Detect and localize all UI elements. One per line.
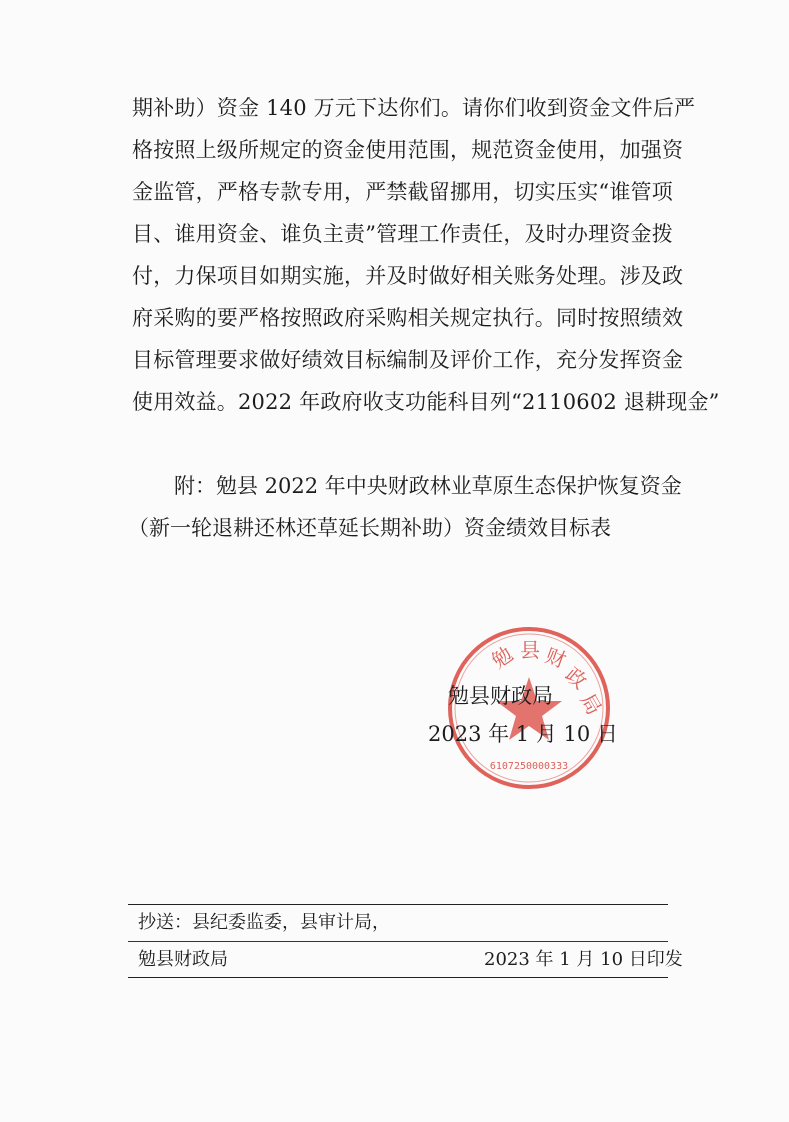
body-line: 格按照上级所规定的资金使用范围，规范资金使用，加强资	[132, 138, 684, 162]
svg-text:县: 县	[520, 638, 540, 662]
body-line: 金监管，严格专款专用，严禁截留挪用，切实压实“谁管项	[132, 180, 673, 204]
official-seal-stamp	[446, 625, 612, 791]
svg-text:勉: 勉	[487, 641, 518, 674]
svg-text:6107250000333: 6107250000333	[489, 761, 569, 772]
footer-print-date: 2023 年 1 月 10 日印发	[484, 949, 683, 970]
footer-cc: 抄送：县纪委监委，县审计局，	[138, 912, 390, 933]
footer-top-rule	[128, 904, 668, 905]
footer-issuer: 勉县财政局	[138, 949, 228, 970]
body-line: 目标管理要求做好绩效目标编制及评价工作，充分发挥资金	[132, 348, 684, 372]
footer-bottom-rule	[128, 977, 668, 978]
body-line: 目、谁用资金、谁负主责”管理工作责任，及时办理资金拨	[132, 222, 673, 246]
body-line: 付，力保项目如期实施，并及时做好相关账务处理。涉及政	[132, 264, 684, 288]
svg-text:财: 财	[542, 643, 570, 673]
svg-text:政: 政	[560, 662, 592, 694]
signature-issuer: 勉县财政局	[448, 684, 553, 708]
body-line: 期补助）资金 140 万元下达你们。请你们收到资金文件后严	[132, 96, 696, 120]
signature-date: 2023 年 1 月 10 日	[428, 722, 618, 746]
svg-text:局: 局	[575, 689, 607, 719]
attachment-line-2: （新一轮退耕还林还草延长期补助）资金绩效目标表	[128, 516, 611, 540]
attachment-line-1: 附：勉县 2022 年中央财政林业草原生态保护恢复资金	[174, 474, 682, 498]
body-line: 使用效益。2022 年政府收支功能科目列“2110602 退耕现金”	[132, 390, 720, 414]
body-line: 府采购的要严格按照政府采购相关规定执行。同时按照绩效	[132, 306, 684, 330]
footer-middle-rule	[128, 941, 668, 942]
